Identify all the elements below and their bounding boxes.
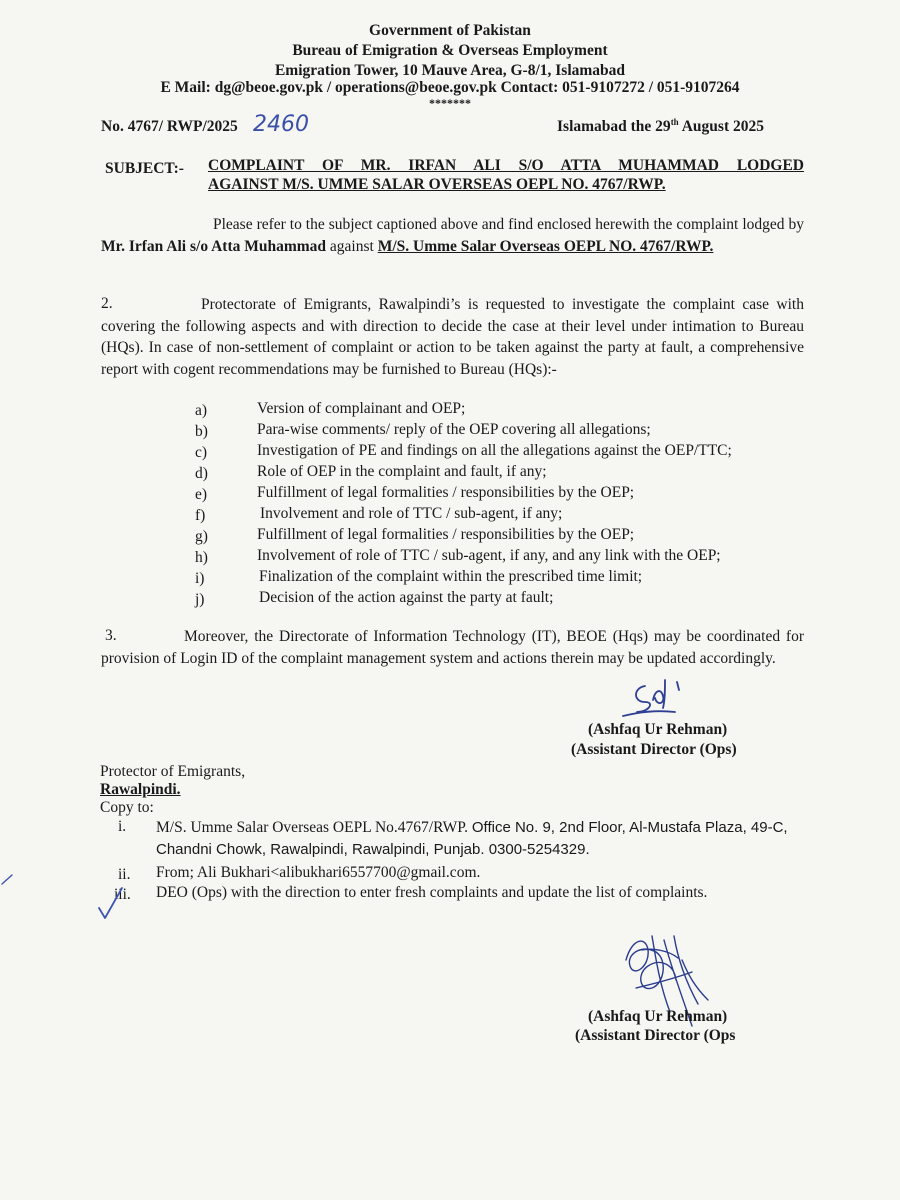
list-item: Para-wise comments/ reply of the OEP covering all allegations; bbox=[257, 421, 651, 438]
list-item-key: h) bbox=[195, 549, 208, 566]
header-contact: E Mail: dg@beoe.gov.pk / operations@beoe.gov.pk Contact: 051-9107272 / 051-9107264 bbox=[160, 79, 740, 96]
copy-item-key: iii. bbox=[114, 886, 131, 903]
list-item: Version of complainant and OEP; bbox=[257, 400, 466, 417]
list-item-key: g) bbox=[195, 528, 208, 545]
pen-stroke-mark bbox=[0, 872, 16, 886]
list-item: Involvement of role of TTC / sub-agent, if any, and any link with the OEP; bbox=[257, 547, 721, 564]
list-item-key: f) bbox=[195, 507, 206, 524]
addressee-line-1: Protector of Emigrants, bbox=[100, 763, 246, 780]
paragraph-3: Moreover, the Directorate of Information Technology (IT), BEOE (Hqs) may be coordinated for provision of Login ID of the complaint management system and actions therein may be updated accordingly. bbox=[101, 628, 804, 667]
list-item: Investigation of PE and findings on all the allegations against the OEP/TTC; bbox=[257, 442, 732, 459]
header-line-3: Emigration Tower, 10 Mauve Area, G-8/1, Islamabad bbox=[274, 62, 626, 79]
list-item-key: b) bbox=[195, 423, 208, 440]
reference-number: No. 4767/ RWP/2025 bbox=[101, 118, 238, 135]
list-item-key: c) bbox=[195, 444, 208, 461]
copy-item: DEO (Ops) with the direction to enter fresh complaints and update the list of complaints. bbox=[156, 884, 708, 901]
list-item: Fulfillment of legal formalities / responsibilities by the OEP; bbox=[257, 484, 635, 501]
copy-item-key: ii. bbox=[118, 866, 131, 883]
paragraph-3-number: 3. bbox=[105, 627, 117, 644]
list-item-key: a) bbox=[195, 402, 208, 419]
list-item: Fulfillment of legal formalities / responsibilities by the OEP; bbox=[257, 526, 635, 543]
signatory-name-2: (Ashfaq Ur Rehman) bbox=[588, 1008, 728, 1025]
list-item: Decision of the action against the party at fault; bbox=[259, 589, 554, 606]
signature-initials-mark bbox=[615, 676, 695, 722]
header-separator: ******* bbox=[429, 96, 471, 110]
header-line-2: Bureau of Emigration & Overseas Employment bbox=[292, 42, 608, 59]
subject-label: SUBJECT:- bbox=[105, 160, 184, 177]
handwritten-number: 2460 bbox=[253, 112, 309, 137]
header-line-1: Government of Pakistan bbox=[369, 22, 531, 39]
copy-item-key: i. bbox=[118, 818, 127, 835]
signatory-name: (Ashfaq Ur Rehman) bbox=[588, 721, 728, 738]
paragraph-1: Please refer to the subject captioned above and find enclosed herewith the complaint lodged by Mr. Irfan Ali s/o Atta Muhammad against M/S. Umme Salar Overseas OEPL NO. 4767/RWP. bbox=[101, 216, 804, 255]
addressee-line-2: Rawalpindi. bbox=[100, 781, 181, 798]
list-item-key: j) bbox=[195, 591, 205, 608]
paragraph-2: Protectorate of Emigrants, Rawalpindi’s is requested to investigate the complaint case with covering the following aspects and with direction to decide the case at their level under intimation to Bureau (HQs). In case of non-settlement of complaint or action to be taken against the party at fault, a comprehensive report with cogent recommendations may be furnished to Bureau (HQs):- bbox=[101, 296, 804, 378]
date-line: Islamabad the 29th August 2025 bbox=[557, 117, 764, 136]
list-item-key: e) bbox=[195, 486, 208, 503]
copy-item: From; Ali Bukhari<alibukhari6557700@gmail.com. bbox=[156, 864, 481, 881]
list-item: Role of OEP in the complaint and fault, if any; bbox=[257, 463, 547, 480]
copy-to-label: Copy to: bbox=[100, 799, 154, 816]
list-item-key: i) bbox=[195, 570, 205, 587]
checkmark-icon bbox=[96, 884, 126, 924]
subject-line-2: AGAINST M/S. UMME SALAR OVERSEAS OEPL NO. 4767/RWP. bbox=[208, 176, 666, 193]
list-item: Involvement and role of TTC / sub-agent, if any; bbox=[260, 505, 563, 522]
subject-line-1: COMPLAINT OF MR. IRFAN ALI S/O ATTA MUHAMMAD LODGED bbox=[208, 157, 804, 174]
signatory-title: (Assistant Director (Ops) bbox=[571, 741, 737, 758]
signatory-title-2: (Assistant Director (Ops bbox=[575, 1027, 736, 1044]
list-item: Finalization of the complaint within the prescribed time limit; bbox=[259, 568, 643, 585]
list-item-key: d) bbox=[195, 465, 208, 482]
copy-item: M/S. Umme Salar Overseas OEPL No.4767/RWP. Office No. 9, 2nd Floor, Al-Mustafa Plaza, 49-C, Chandni Chowk, Rawalpindi, Rawalpindi, Punjab. 0300-5254329. bbox=[156, 819, 788, 858]
paragraph-2-number: 2. bbox=[101, 295, 113, 312]
